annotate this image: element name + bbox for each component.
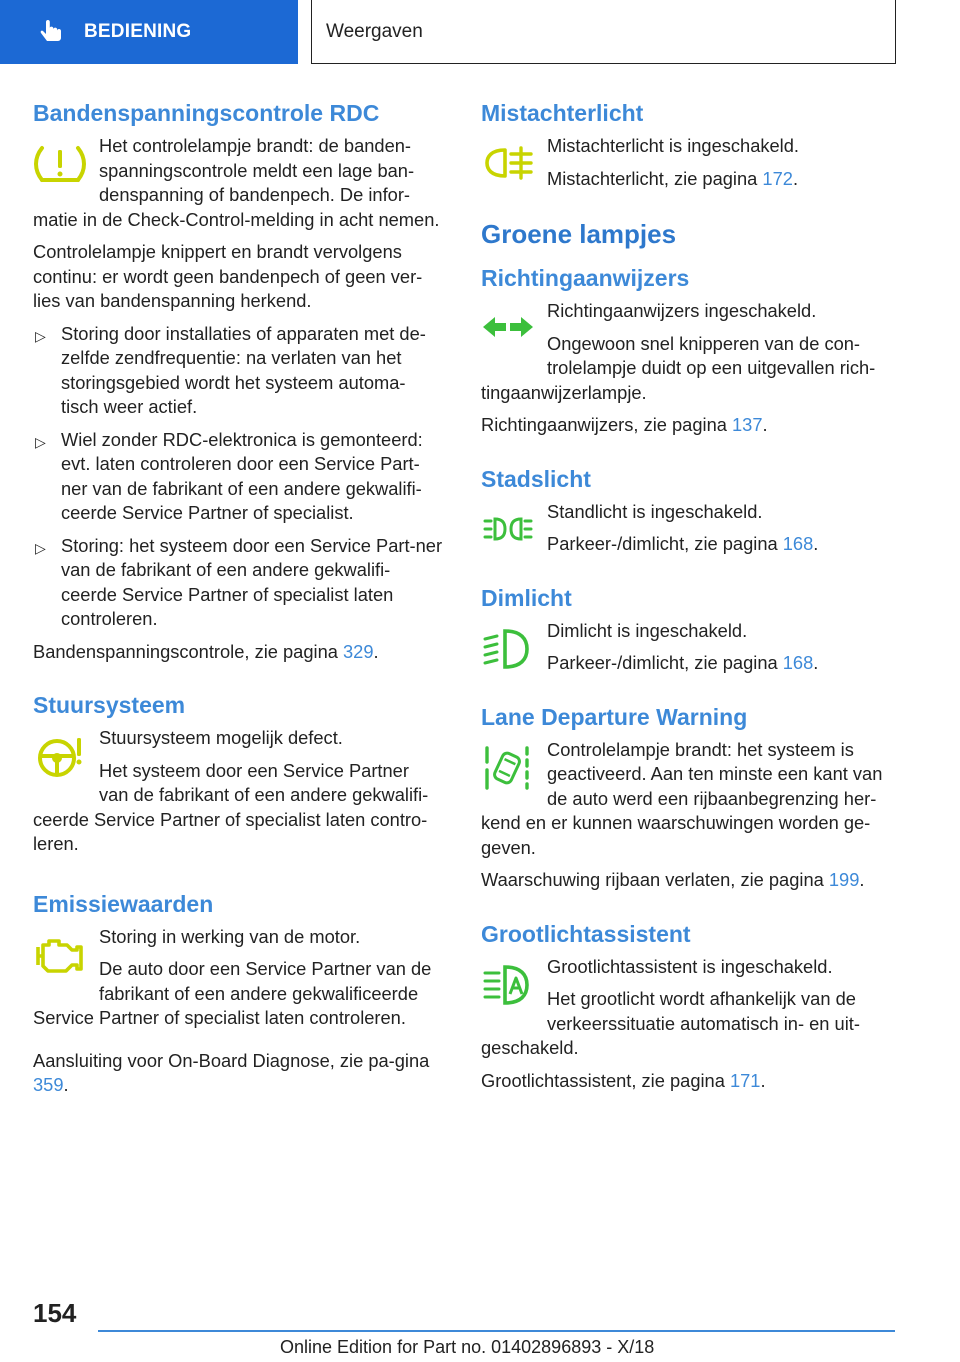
parking-light-icon bbox=[481, 506, 535, 552]
tire-pressure-warning-icon bbox=[33, 140, 87, 186]
dipped-reference: Parkeer-/dimlicht, zie pagina 168. bbox=[547, 652, 819, 673]
rdc-reference: Bandenspanningscontrole, zie pagina 329. bbox=[33, 640, 379, 662]
highbeam-line-2a: Het grootlicht wordt afhankelijk van de bbox=[547, 988, 856, 1009]
rdc-intro-2: spanningscontrole meldt een lage ban- bbox=[99, 159, 415, 181]
emission-line-2a: De auto door een Service Partner van de bbox=[99, 958, 432, 979]
page-link-199[interactable]: 199 bbox=[828, 869, 860, 890]
chapter-tab[interactable] bbox=[0, 0, 298, 64]
fog-reference: Mistachterlicht, zie pagina 172. bbox=[547, 167, 799, 189]
turn-heading: Richtingaanwijzers bbox=[481, 265, 690, 291]
park-heading: Stadslicht bbox=[481, 465, 591, 492]
steering-line-2b: van de fabrikant of een andere gekwalifi- bbox=[99, 784, 429, 805]
turn-line-2b: trolelampje duidt op een uitgevallen rich- bbox=[547, 357, 876, 378]
steering-warning-icon bbox=[33, 732, 87, 778]
fog-line-1: Mistachterlicht is ingeschakeld. bbox=[547, 135, 799, 156]
emission-line-1: Storing in werking van de motor. bbox=[99, 925, 361, 947]
list-item: ▷ Storing: het systeem door een Service Part-ner van de fabrikant of een andere gekwalifi-ceerde Service Partner of specialist laten controleren. bbox=[35, 534, 443, 629]
highbeam-reference: Grootlichtassistent, zie pagina 171. bbox=[481, 1069, 766, 1091]
lane-heading: Lane Departure Warning bbox=[481, 703, 748, 730]
hand-pointer-icon bbox=[38, 18, 66, 46]
page-link-329[interactable]: 329 bbox=[343, 640, 374, 662]
rdc-heading: Bandenspanningscontrole RDC bbox=[33, 100, 380, 126]
turn-line-1: Richtingaanwijzers ingeschakeld. bbox=[547, 300, 817, 321]
lane-line-2: geactiveerd. Aan ten minste een kant van bbox=[547, 763, 883, 784]
turn-line-2a: Ongewoon snel knipperen van de con- bbox=[547, 332, 861, 354]
page-number: 154 bbox=[33, 1298, 77, 1328]
lane-rest: kend en er kunnen waarschuwingen worden ge-geven. bbox=[481, 812, 871, 858]
emission-entry bbox=[33, 925, 443, 1031]
rdc-para-2: Controlelampje knippert en brandt vervolgens continu: er wordt geen bandenpech of geen ver-lies van bandenspanning herkend. bbox=[33, 241, 423, 311]
park-line-1: Standlicht is ingeschakeld. bbox=[547, 500, 763, 522]
turn-reference: Richtingaanwijzers, zie pagina 137. bbox=[481, 414, 768, 435]
page-link-168-park[interactable]: 168 bbox=[782, 533, 814, 554]
highbeam-line-2b: verkeerssituatie automatisch in- en uit- bbox=[547, 1012, 860, 1034]
turn-entry bbox=[481, 299, 896, 405]
emission-line-2b: fabrikant of een andere gekwalificeerde bbox=[99, 982, 419, 1004]
turn-rest: tingaanwijzerlampje. bbox=[481, 381, 647, 403]
lane-departure-icon bbox=[481, 744, 535, 790]
steering-rest: ceerde Service Partner of specialist laten contro-leren. bbox=[33, 808, 428, 854]
fog-entry bbox=[481, 134, 896, 191]
park-reference: Parkeer-/dimlicht, zie pagina 168. bbox=[547, 533, 819, 554]
rdc-intro-3: denspanning of bandenpech. De infor- bbox=[99, 184, 411, 205]
turn-signal-icon bbox=[481, 305, 535, 351]
triangle-bullet-icon: ▷ bbox=[35, 433, 46, 450]
page-link-137[interactable]: 137 bbox=[732, 414, 763, 435]
chapter-label: BEDIENING bbox=[84, 21, 192, 42]
page-link-172[interactable]: 172 bbox=[762, 167, 793, 189]
list-item: ▷ Wiel zonder RDC-elektronica is gemonteerd: evt. laten controleren door een Service Part-ner van de fabrikant of een andere gekwalifi-ceerde Service Partner of specialist. bbox=[35, 428, 423, 523]
list-item: ▷ Storing door installaties of apparaten met de-zelfde zendfrequentie: na verlaten van het storingsgebied wordt het systeem automa-tisch weer actief. bbox=[35, 322, 426, 417]
triangle-bullet-icon: ▷ bbox=[35, 327, 46, 344]
page-link-359[interactable]: 359 bbox=[33, 1074, 64, 1095]
lane-entry bbox=[481, 738, 896, 861]
lane-reference: Waarschuwing rijbaan verlaten, zie pagina 199. bbox=[481, 869, 865, 890]
emission-reference: Aansluiting voor On-Board Diagnose, zie pa-gina 359. bbox=[33, 1049, 430, 1095]
triangle-bullet-icon: ▷ bbox=[35, 539, 46, 556]
highbeam-heading: Grootlichtassistent bbox=[481, 920, 691, 947]
section-header bbox=[311, 0, 896, 64]
steering-entry bbox=[33, 726, 443, 857]
left-column bbox=[33, 98, 443, 1106]
rdc-bullet-list bbox=[33, 322, 443, 632]
dipped-line-1: Dimlicht is ingeschakeld. bbox=[547, 619, 748, 641]
rear-fog-light-icon bbox=[481, 140, 535, 186]
low-beam-icon bbox=[481, 625, 535, 671]
edition-note: Online Edition for Part no. 01402896893 - X/18 bbox=[280, 1337, 655, 1357]
rdc-intro-1: Het controlelampje brandt: de banden- bbox=[99, 135, 411, 156]
section-title: Weergaven bbox=[326, 20, 423, 42]
dipped-entry bbox=[481, 619, 896, 676]
lane-line-3: de auto werd een rijbaanbegrenzing her- bbox=[547, 787, 877, 809]
high-beam-assistant-icon bbox=[481, 961, 535, 1007]
highbeam-rest: geschakeld. bbox=[481, 1037, 579, 1058]
highbeam-line-1: Grootlichtassistent is ingeschakeld. bbox=[547, 955, 833, 977]
footer-divider bbox=[98, 1330, 895, 1332]
emission-rest: Service Partner of specialist laten controleren. bbox=[33, 1007, 406, 1028]
steering-heading: Stuursysteem bbox=[33, 692, 186, 718]
engine-warning-icon bbox=[33, 931, 87, 977]
dipped-heading: Dimlicht bbox=[481, 584, 572, 611]
emission-heading: Emissiewaarden bbox=[33, 890, 214, 917]
page-link-171[interactable]: 171 bbox=[729, 1069, 761, 1091]
steering-line-1: Stuursysteem mogelijk defect. bbox=[99, 727, 343, 748]
rdc-entry bbox=[33, 134, 443, 232]
lane-line-1: Controlelampje brandt: het systeem is bbox=[547, 738, 854, 760]
park-entry bbox=[481, 500, 896, 557]
steering-line-2a: Het systeem door een Service Partner bbox=[99, 759, 409, 781]
right-column bbox=[481, 98, 896, 1101]
green-lamps-heading: Groene lampjes bbox=[481, 219, 677, 249]
highbeam-entry bbox=[481, 955, 896, 1061]
page-link-168-dipped[interactable]: 168 bbox=[782, 652, 814, 673]
rdc-intro-rest: matie in de Check-Control-melding in acht nemen. bbox=[33, 208, 440, 230]
fog-heading: Mistachterlicht bbox=[481, 100, 644, 126]
